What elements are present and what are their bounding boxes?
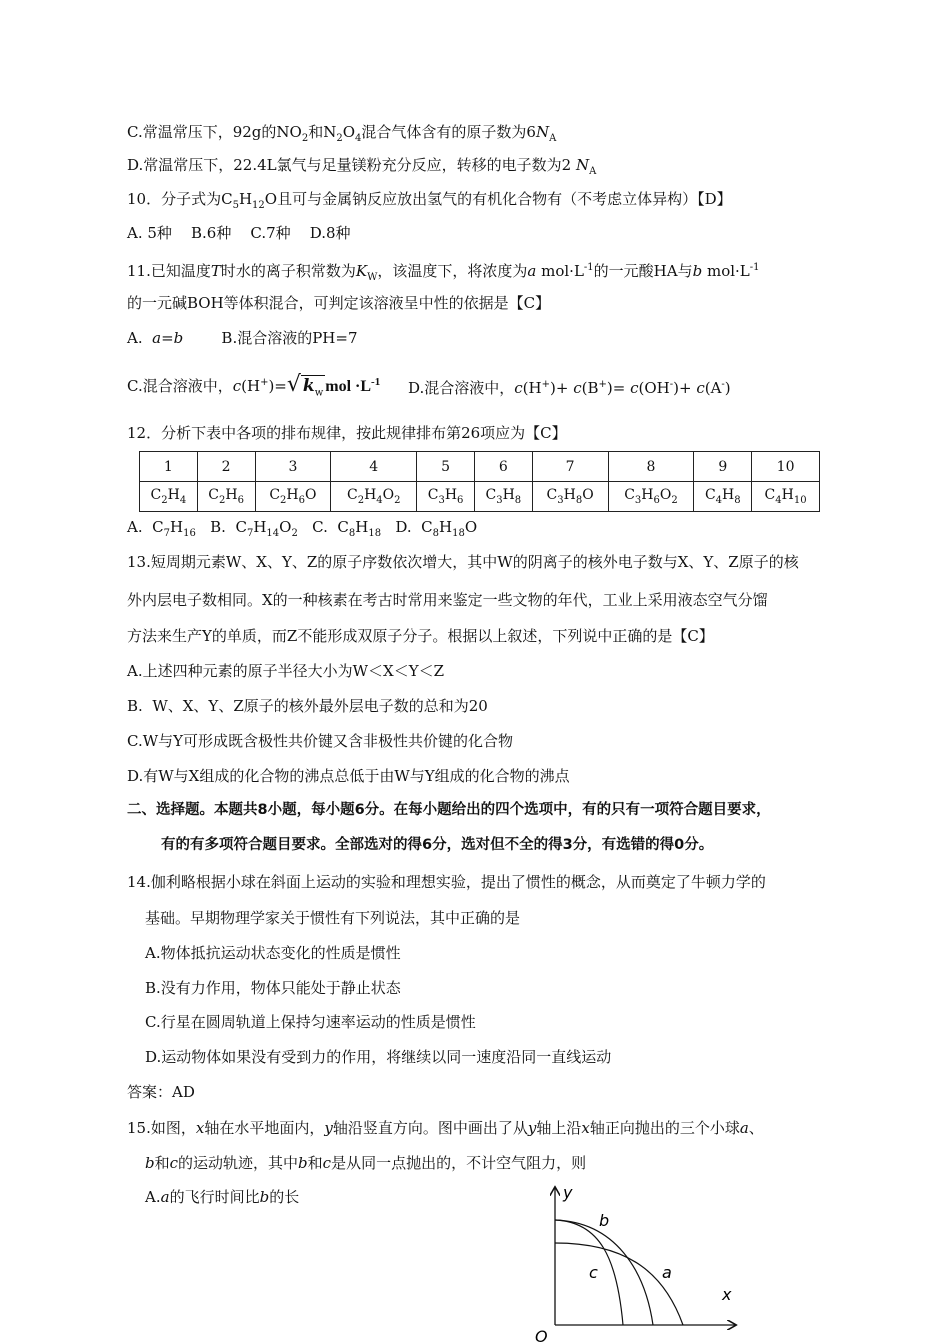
q11-option-d: D.混合溶液中，c(H+)+ c(B+)= c(OH-)+ c(A-) <box>408 379 731 397</box>
q13-stem-line3: 方法来生产Y的单质，而Z不能形成双原子分子。根据以上叙述，下列说中正确的是【C】 <box>127 627 714 645</box>
q9-option-d: D.常温常压下，22.4L氯气与足量镁粉充分反应，转移的电子数为2 $N_A$ <box>127 156 597 177</box>
q14-answer: 答案：AD <box>127 1083 195 1101</box>
formula-cell: $C_3H_8$ <box>474 482 532 512</box>
x-axis-label: x <box>722 1285 732 1304</box>
sqrt-radicand: $k_w$ <box>301 375 325 403</box>
formula-cell: $C_2H_6$ <box>197 482 255 512</box>
q14-stem-line1: 14.伽利略根据小球在斜面上运动的实验和理想实验，提出了惯性的概念，从而奠定了牛顿力学的 <box>127 873 766 891</box>
table-cell: 8 <box>608 452 694 482</box>
q11-option-c: C.混合溶液中，c(H+)=√ $k_w$ mol $\cdot L^{-1}$ <box>127 372 380 403</box>
formula-cell: $C_2H_4$ <box>140 482 198 512</box>
q13-option-d: D.有W与X组成的化合物的沸点总低于由W与Y组成的化合物的沸点 <box>127 767 570 785</box>
trajectory-b <box>555 1220 653 1325</box>
q14-stem-line2: 基础。早期物理学家关于惯性有下列说法，其中正确的是 <box>145 909 521 927</box>
q11-stem-line2: 的一元碱BOH等体积混合，可判定该溶液呈中性的依据是【C】 <box>127 294 551 312</box>
q11-stem-line1: 11.已知温度T时水的离子积常数为$K_W$，该温度下，将浓度为a $mol\cdot L^{-1}$的一元酸HA与b $mol\cdot L^{-1}$ <box>127 262 760 283</box>
q15-stem-line1: 15.如图，x轴在水平地面内，y轴沿竖直方向。图中画出了从y轴上沿x轴正向抛出的三个小球a、 <box>127 1119 764 1137</box>
q13-option-b: B. W、X、Y、Z原子的核外最外层电子数的总和为20 <box>127 697 488 715</box>
q12-options: A. $C_7H_{16}$ B. $C_7H_{14}O_2$ C. $C_8H_{18}$ D. $C_8H_{18}O$ <box>127 518 478 539</box>
q14-option-c: C.行星在圆周轨道上保持匀速率运动的性质是惯性 <box>145 1013 476 1031</box>
table-cell: 6 <box>474 452 532 482</box>
curve-label-b: b <box>599 1211 610 1230</box>
q12-sequence-table <box>139 451 820 512</box>
curve-label-a: a <box>662 1263 672 1282</box>
curve-label-c: c <box>589 1263 598 1282</box>
q10-stem: 10．分子式为$C_5H_{12}O$且可与金属钠反应放出氢气的有机化合物有（不考虑立体异构）【D】 <box>127 190 732 211</box>
table-cell: 1 <box>140 452 198 482</box>
formula-cell: $C_3H_6O_2$ <box>608 482 694 512</box>
table-header-row <box>140 452 820 482</box>
q10-options: A. 5种 B.6种 C.7种 D.8种 <box>127 224 351 242</box>
table-cell: 9 <box>694 452 752 482</box>
section-2-heading-line1: 二、选择题。本题共8小题，每小题6分。在每小题给出的四个选项中，有的只有一项符合题目要求， <box>127 802 771 818</box>
q13-stem-line2: 外内层电子数相同。X的一种核素在考古时常用来鉴定一些文物的年代，工业上采用液态空气分馏 <box>127 591 768 609</box>
formula-cell: $C_4H_8$ <box>694 482 752 512</box>
table-cell: 4 <box>331 452 417 482</box>
q11-options-ab: A. a=b B.混合溶液的PH=7 <box>127 329 358 347</box>
y-axis-label: y <box>563 1183 573 1202</box>
table-cell: 5 <box>417 452 475 482</box>
table-cell: 7 <box>532 452 608 482</box>
table-cell: 3 <box>255 452 331 482</box>
formula-cell: $C_4H_{10}$ <box>752 482 820 512</box>
table-cell: 2 <box>197 452 255 482</box>
q12-stem: 12．分析下表中各项的排布规律，按此规律排布第26项应为【C】 <box>127 424 567 442</box>
trajectory-a <box>555 1243 683 1325</box>
q15-option-a: A.a的飞行时间比b的长 <box>145 1188 300 1206</box>
formula-cell: $C_3H_8O$ <box>532 482 608 512</box>
q9-option-c: C.常温常压下，92g的$NO_2$和$N_2O_4$混合气体含有的原子数为$6N_A$ <box>127 123 557 144</box>
trajectory-figure <box>525 1180 750 1344</box>
section-2-heading-line2: 有的有多项符合题目要求。全部选对的得6分，选对但不全的得3分，有选错的得0分。 <box>161 837 714 853</box>
formula-cell: $C_2H_4O_2$ <box>331 482 417 512</box>
q14-option-b: B.没有力作用，物体只能处于静止状态 <box>145 979 401 997</box>
formula-cell: $C_2H_6O$ <box>255 482 331 512</box>
q13-stem-line1: 13.短周期元素W、X、Y、Z的原子序数依次增大，其中W的阴离子的核外电子数与X、Y、Z原子的核 <box>127 553 799 571</box>
origin-label: O <box>535 1327 548 1344</box>
q13-option-c: C.W与Y可形成既含极性共价键又含非极性共价键的化合物 <box>127 732 514 750</box>
sqrt-sign-icon: √ <box>286 372 301 397</box>
q14-option-d: D.运动物体如果没有受到力的作用，将继续以同一速度沿同一直线运动 <box>145 1048 612 1066</box>
q13-option-a: A.上述四种元素的原子半径大小为W＜X＜Y＜Z <box>127 662 445 680</box>
q14-option-a: A.物体抵抗运动状态变化的性质是惯性 <box>145 944 401 962</box>
table-row <box>140 482 820 512</box>
formula-cell: $C_3H_6$ <box>417 482 475 512</box>
q15-stem-line2: b和c的运动轨迹，其中b和c是从同一点抛出的，不计空气阻力，则 <box>145 1154 587 1172</box>
table-cell: 10 <box>752 452 820 482</box>
